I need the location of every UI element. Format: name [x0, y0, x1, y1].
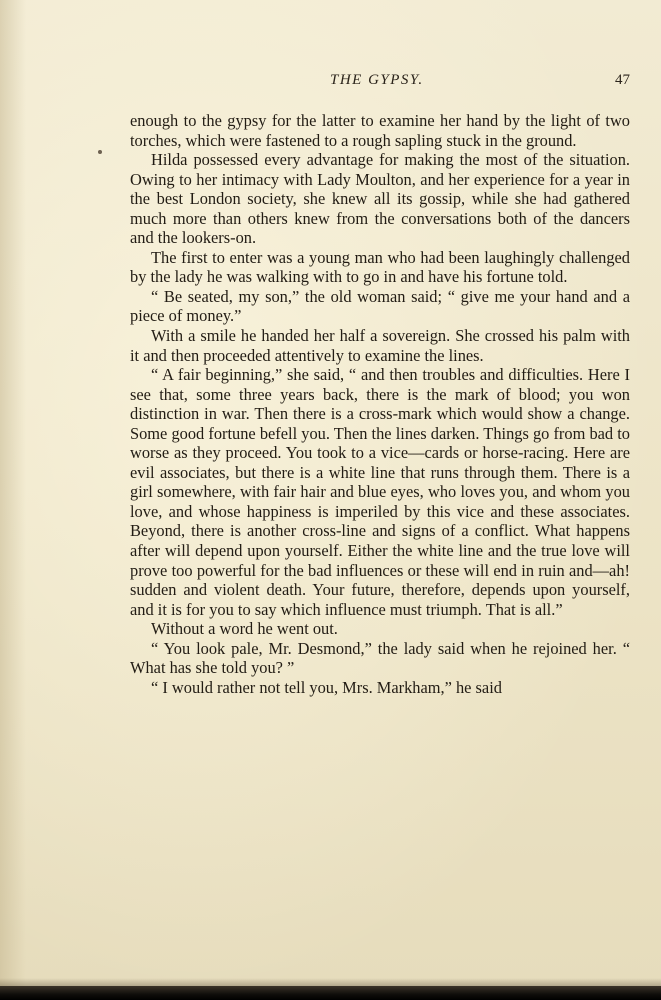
paragraph: enough to the gypsy for the latter to examine her hand by the light of two torches, which were fastened to a rough sapling stuck in the ground. — [130, 111, 630, 150]
scan-bottom-edge — [0, 986, 661, 1000]
paragraph: “ Be seated, my son,” the old woman said; “ give me your hand and a piece of money.” — [130, 286, 630, 326]
running-title: THE GYPSY. — [330, 72, 424, 88]
paragraph: “ You look pale, Mr. Desmond,” the lady said when he rejoined her. “ What has she told you? ” — [130, 638, 630, 678]
paragraph: “ I would rather not tell you, Mrs. Markham,” he said — [151, 677, 502, 697]
paragraph: The first to enter was a young man who had been laughingly challenged by the lady he was walking with to go in and have his fortune told. — [130, 247, 630, 287]
paragraph: “ A fair beginning,” she said, “ and then troubles and difficulties. Here I see that, some three years back, there is the mark of blood; you won distinction in war. Then there is a cross-mark which would show a change. Some good fortune befell you. Then the lines darken. Things go from bad to worse as they proceed. You took to a vice—cards or horse-racing. Here are evil associates, but there is a white line that runs through them. There is a girl somewhere, with fair hair and blue eyes, who loves you, and whom you love, and whose happiness is imperiled by this vice and these associates. Beyond, there is another cross-line and signs of a conflict. What happens after will depend upon yourself. Either the white line and the true love will prove too powerful for the bad influences or these will end in ruin and—ah! sudden and violent death. Your future, therefore, depends upon yourself, and it is for you to say which influence must triumph. That is all.” — [130, 365, 630, 619]
page-gutter-shading — [0, 0, 26, 1000]
page-number: 47 — [615, 72, 630, 88]
paragraph: With a smile he handed her half a sovereign. She crossed his palm with it and then proceeded attentively to examine the lines. — [130, 326, 630, 365]
running-head — [130, 72, 630, 94]
page-bottom-shadow — [0, 978, 661, 986]
paragraph: Without a word he went out. — [151, 619, 338, 639]
margin-ink-mark — [98, 150, 102, 154]
body-text — [130, 111, 630, 697]
paragraph: Hilda possessed every advantage for making the most of the situation. Owing to her intimacy with Lady Moulton, and her experience for a year in the best London society, she knew all its gossip, while she had gathered much more than others knew from the conversations both of the dancers and the lookers-on. — [130, 150, 630, 248]
